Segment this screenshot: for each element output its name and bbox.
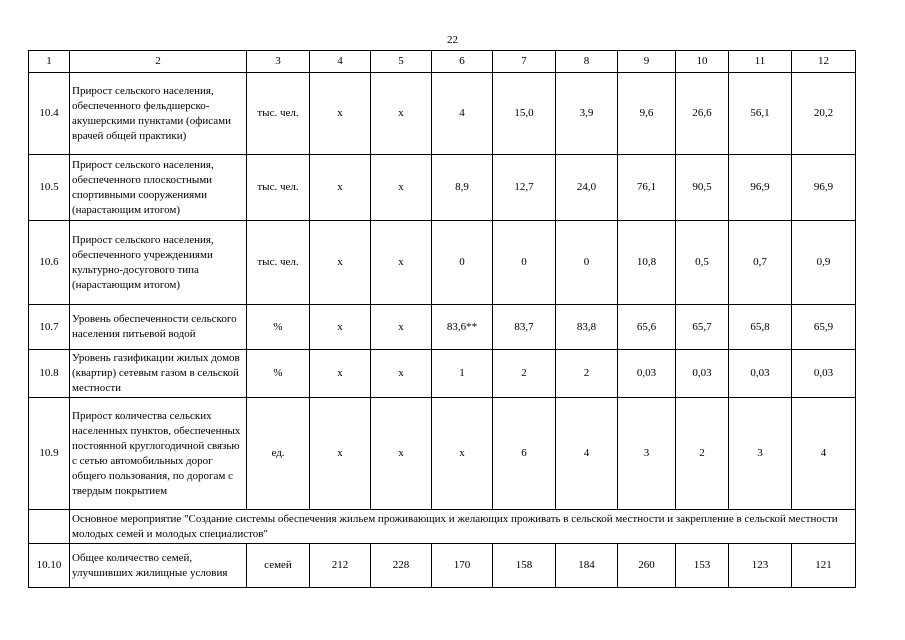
table-row (29, 350, 856, 398)
value-cell: 123 (729, 544, 792, 588)
value-cell: х (371, 350, 432, 398)
unit-cell: тыс. чел. (247, 221, 310, 305)
section-row (29, 510, 856, 544)
value-cell: 65,8 (729, 305, 792, 350)
value-cell: 6 (493, 398, 556, 510)
table-row (29, 398, 856, 510)
indicator-name: Прирост количества сельских населенных пунктов, обеспеченных постоянной круглогодичной связью с сетью автомобильных дорог общего пользования, по дорогам с твердым покрытием (70, 398, 247, 510)
value-cell: 1 (432, 350, 493, 398)
value-cell: 12,7 (493, 155, 556, 221)
value-cell: 0,03 (792, 350, 856, 398)
page-number: 22 (447, 34, 458, 46)
value-cell: 0,9 (792, 221, 856, 305)
indicators-table (28, 50, 856, 588)
value-cell: 3 (729, 398, 792, 510)
row-number: 10.10 (29, 544, 70, 588)
value-cell: 0 (556, 221, 618, 305)
header-cell: 2 (70, 51, 247, 73)
value-cell: 65,7 (676, 305, 729, 350)
indicator-name: Прирост сельского населения, обеспеченного учреждениями культурно-досугового типа (нарастающим итогом) (70, 221, 247, 305)
value-cell: 4 (792, 398, 856, 510)
header-cell: 11 (729, 51, 792, 73)
value-cell: 4 (432, 73, 493, 155)
indicator-name: Уровень газификации жилых домов (квартир) сетевым газом в сельской местности (70, 350, 247, 398)
table-row (29, 73, 856, 155)
value-cell: 212 (310, 544, 371, 588)
unit-cell: тыс. чел. (247, 73, 310, 155)
table-row (29, 155, 856, 221)
row-number: 10.9 (29, 398, 70, 510)
header-row (29, 51, 856, 73)
value-cell: х (371, 221, 432, 305)
value-cell: 170 (432, 544, 493, 588)
value-cell: 260 (618, 544, 676, 588)
unit-cell: семей (247, 544, 310, 588)
value-cell: 20,2 (792, 73, 856, 155)
value-cell: х (310, 398, 371, 510)
value-cell: 96,9 (729, 155, 792, 221)
indicator-name: Уровень обеспеченности сельского населения питьевой водой (70, 305, 247, 350)
row-number: 10.5 (29, 155, 70, 221)
value-cell: 2 (676, 398, 729, 510)
header-cell: 1 (29, 51, 70, 73)
row-number: 10.4 (29, 73, 70, 155)
value-cell: 56,1 (729, 73, 792, 155)
header-cell: 6 (432, 51, 493, 73)
value-cell: 65,6 (618, 305, 676, 350)
value-cell: 26,6 (676, 73, 729, 155)
header-cell: 3 (247, 51, 310, 73)
indicator-name: Прирост сельского населения, обеспеченного фельдшерско-акушерскими пунктами (офисами врачей общей практики) (70, 73, 247, 155)
value-cell: 3,9 (556, 73, 618, 155)
value-cell: 9,6 (618, 73, 676, 155)
table-row (29, 305, 856, 350)
value-cell: х (310, 221, 371, 305)
table-row (29, 544, 856, 588)
header-cell: 8 (556, 51, 618, 73)
value-cell: 8,9 (432, 155, 493, 221)
value-cell: х (310, 73, 371, 155)
value-cell: х (432, 398, 493, 510)
header-cell: 12 (792, 51, 856, 73)
row-number: 10.7 (29, 305, 70, 350)
value-cell: 121 (792, 544, 856, 588)
header-cell: 9 (618, 51, 676, 73)
value-cell: 65,9 (792, 305, 856, 350)
table-row (29, 221, 856, 305)
row-number: 10.6 (29, 221, 70, 305)
value-cell: 0,7 (729, 221, 792, 305)
value-cell: 3 (618, 398, 676, 510)
value-cell: х (371, 73, 432, 155)
indicator-name: Общее количество семей, улучшивших жилищные условия (70, 544, 247, 588)
value-cell: 15,0 (493, 73, 556, 155)
empty-cell (29, 510, 70, 544)
value-cell: х (371, 155, 432, 221)
header-cell: 7 (493, 51, 556, 73)
value-cell: 83,6** (432, 305, 493, 350)
value-cell: 96,9 (792, 155, 856, 221)
unit-cell: % (247, 305, 310, 350)
unit-cell: % (247, 350, 310, 398)
value-cell: 0,03 (618, 350, 676, 398)
value-cell: 228 (371, 544, 432, 588)
header-cell: 5 (371, 51, 432, 73)
value-cell: 2 (556, 350, 618, 398)
value-cell: 24,0 (556, 155, 618, 221)
value-cell: х (310, 155, 371, 221)
value-cell: 158 (493, 544, 556, 588)
header-cell: 10 (676, 51, 729, 73)
value-cell: 2 (493, 350, 556, 398)
unit-cell: ед. (247, 398, 310, 510)
value-cell: 10,8 (618, 221, 676, 305)
value-cell: х (310, 350, 371, 398)
header-cell: 4 (310, 51, 371, 73)
value-cell: 90,5 (676, 155, 729, 221)
unit-cell: тыс. чел. (247, 155, 310, 221)
row-number: 10.8 (29, 350, 70, 398)
value-cell: 0 (432, 221, 493, 305)
value-cell: 153 (676, 544, 729, 588)
value-cell: х (371, 305, 432, 350)
value-cell: 0,5 (676, 221, 729, 305)
value-cell: 0,03 (676, 350, 729, 398)
main-event-title: Основное мероприятие "Создание системы обеспечения жильем проживающих и желающих проживать в сельской местности и закрепление в сельской местности молодых семей и молодых специалистов" (70, 510, 856, 544)
value-cell: х (371, 398, 432, 510)
value-cell: 83,7 (493, 305, 556, 350)
indicator-name: Прирост сельского населения, обеспеченного плоскостными спортивными сооружениями (нарастающим итогом) (70, 155, 247, 221)
value-cell: 76,1 (618, 155, 676, 221)
value-cell: 4 (556, 398, 618, 510)
value-cell: 184 (556, 544, 618, 588)
value-cell: х (310, 305, 371, 350)
value-cell: 0 (493, 221, 556, 305)
value-cell: 0,03 (729, 350, 792, 398)
value-cell: 83,8 (556, 305, 618, 350)
